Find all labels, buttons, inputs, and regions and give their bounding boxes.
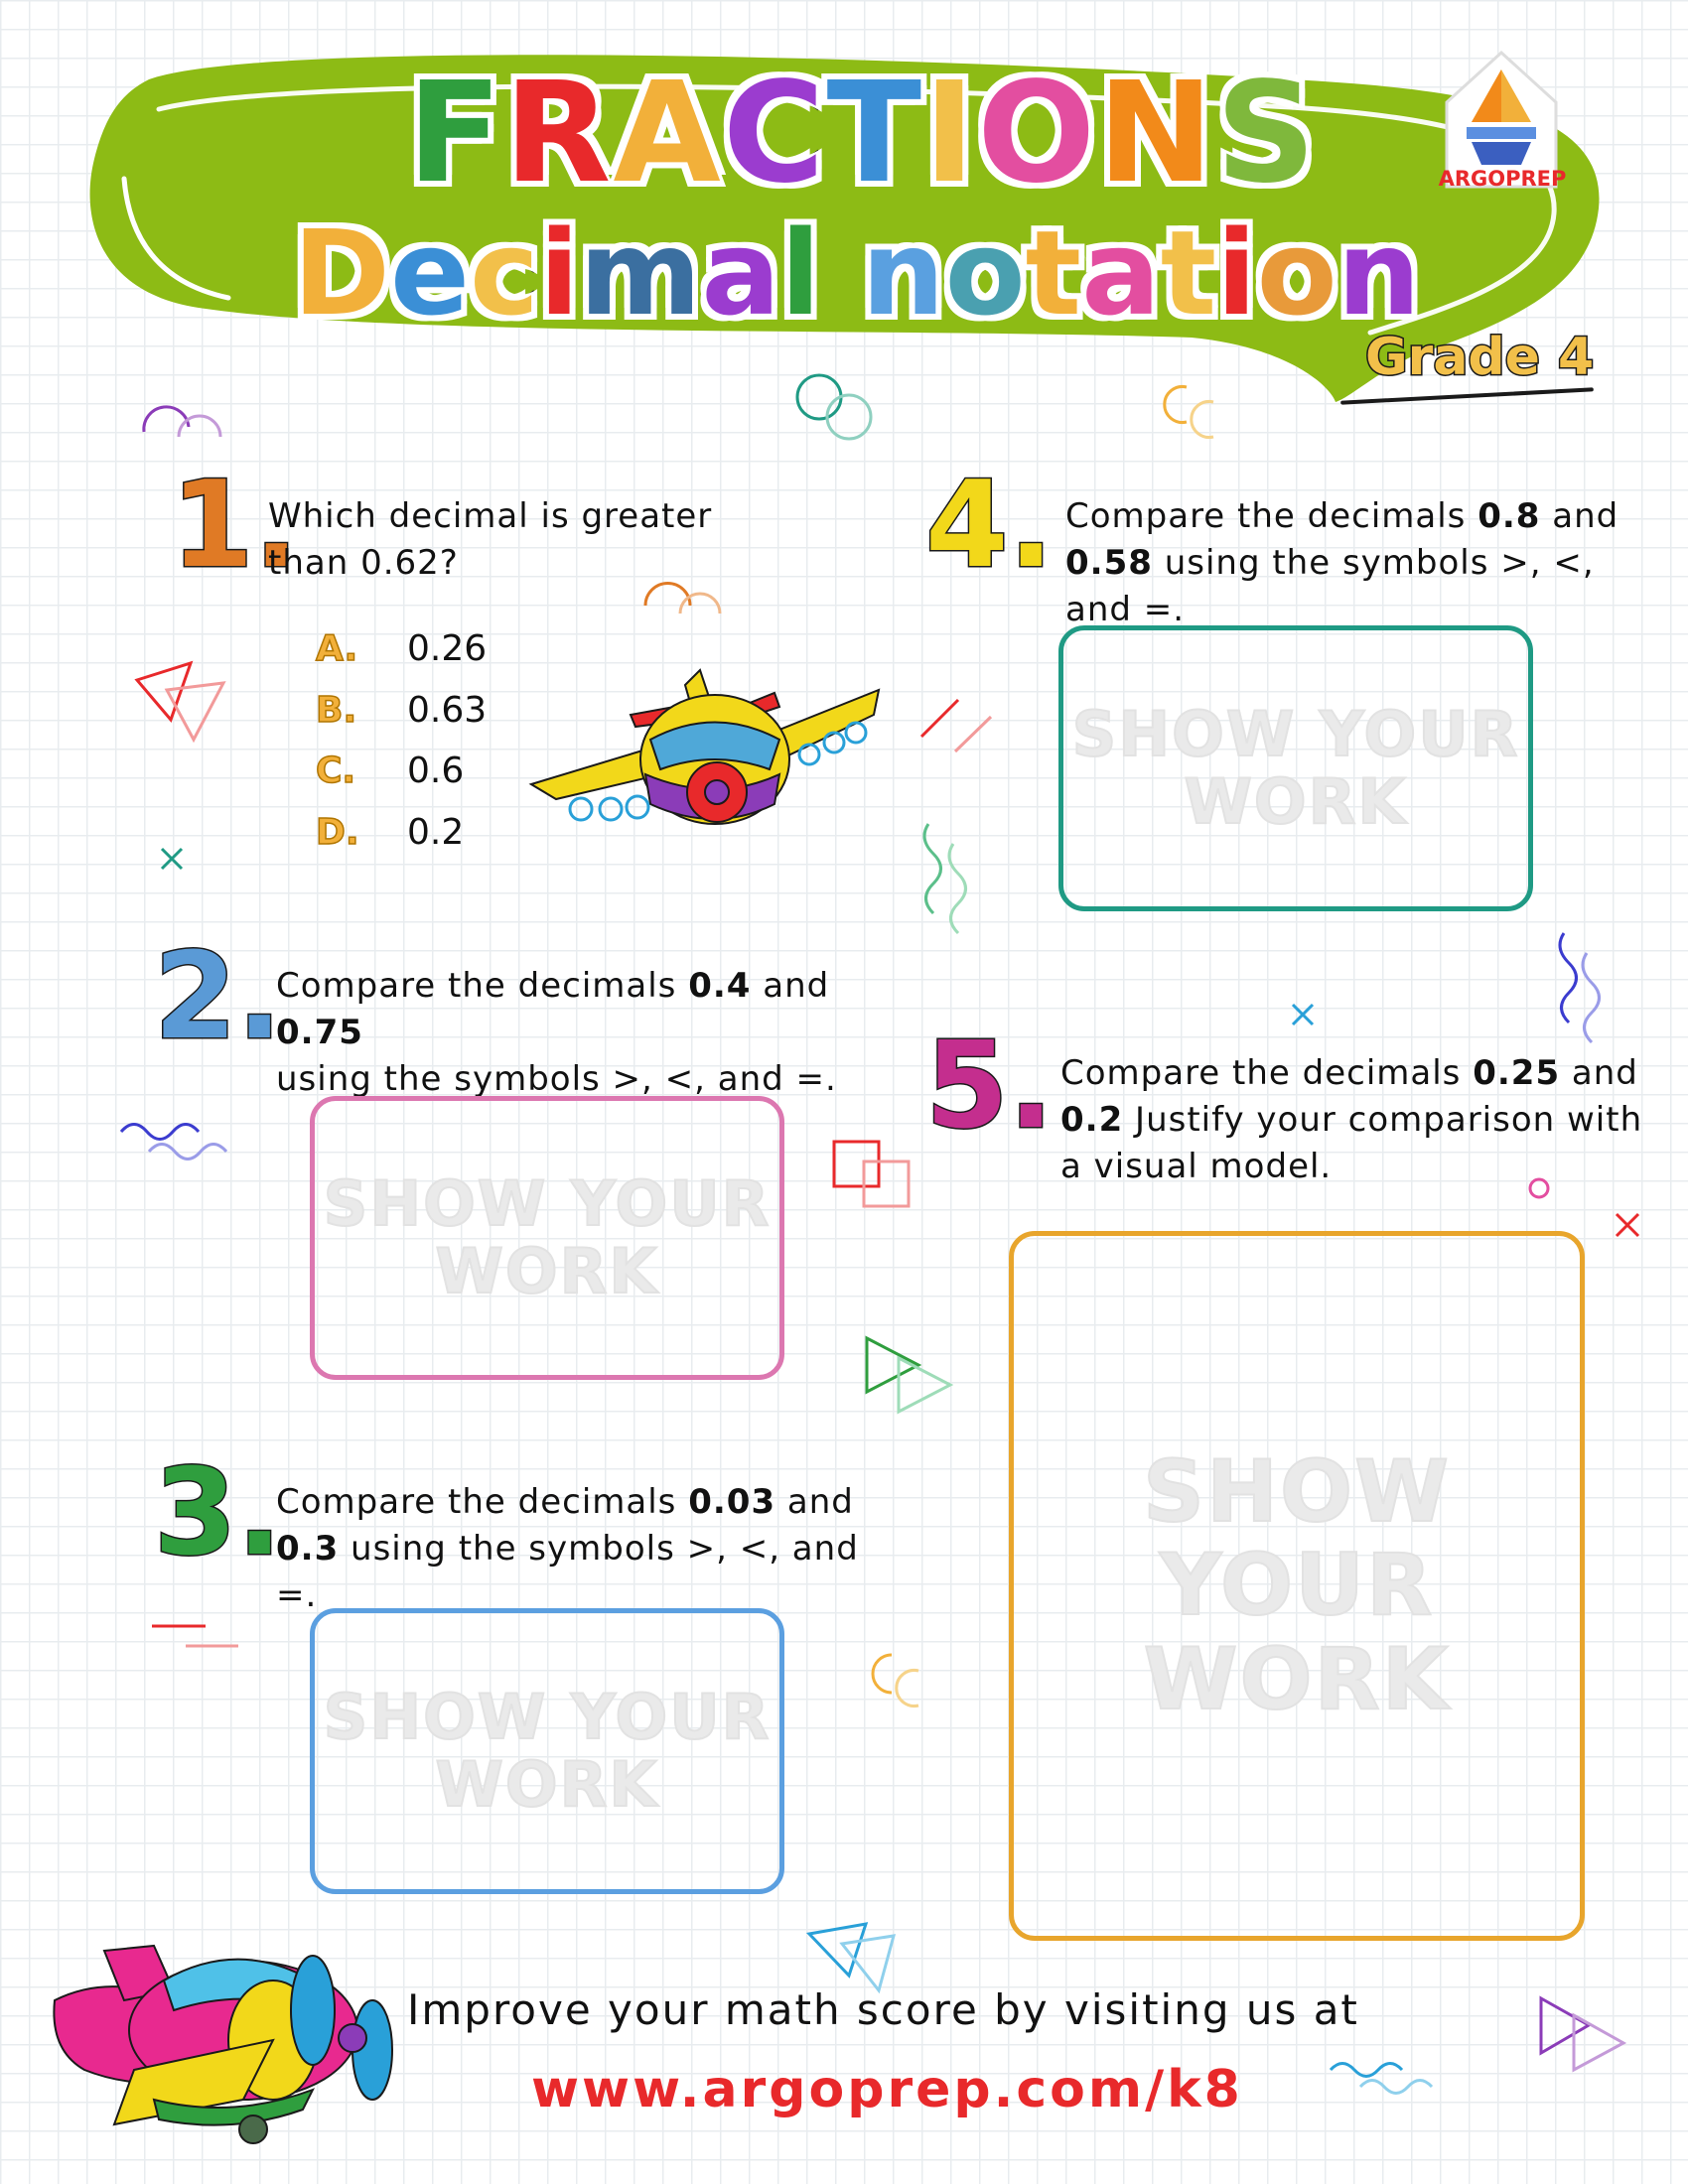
q5-number: 5. xyxy=(925,1018,1055,1156)
title-letter: A xyxy=(613,53,723,214)
q1-option-b-value[interactable]: 0.63 xyxy=(407,690,488,731)
footer-message: Improve your math score by visiting us at xyxy=(407,1985,1359,2034)
q1-option-c-value[interactable]: 0.6 xyxy=(407,751,465,791)
work-label-line2: WORK xyxy=(1184,765,1408,838)
q3-value-b: 0.3 xyxy=(276,1529,340,1569)
title-letter: l xyxy=(780,205,821,341)
q5-value-a: 0.25 xyxy=(1473,1053,1561,1093)
q1-number: 1. xyxy=(171,457,300,595)
q2-work-box[interactable] xyxy=(310,1096,784,1380)
grade-label: Grade 4 xyxy=(1365,328,1595,387)
q4-text-part: and xyxy=(1540,496,1619,536)
work-label-line2: WORK xyxy=(435,1748,659,1821)
work-label-line1: SHOW YOUR xyxy=(1071,697,1520,770)
q4-text-part: using the symbols >, <, and =. xyxy=(1065,543,1595,629)
work-label-line2: WORK xyxy=(1143,1629,1451,1729)
q5-text-part: Compare the decimals xyxy=(1060,1053,1474,1093)
title-letter: a xyxy=(701,205,780,341)
title-letter: D xyxy=(293,205,390,341)
q3-number: 3. xyxy=(154,1444,283,1582)
q3-text xyxy=(276,1479,892,1619)
footer-url-link[interactable]: www.argoprep.com/k8 xyxy=(531,2060,1243,2119)
airplane-illustration xyxy=(526,665,884,834)
title-letter: c xyxy=(469,205,539,341)
q5-work-label xyxy=(1014,1441,1580,1729)
q3-text-part: and xyxy=(775,1482,854,1522)
q5-text-part: and xyxy=(1560,1053,1638,1093)
q3-text-part: using the symbols >, <, and =. xyxy=(276,1529,859,1615)
q2-value-b: 0.75 xyxy=(276,1013,363,1052)
title-letter: I xyxy=(923,53,978,214)
q2-text xyxy=(276,963,892,1103)
q5-text xyxy=(1060,1050,1656,1190)
q2-text-part: and xyxy=(751,966,830,1006)
title-letter: n xyxy=(861,205,945,341)
work-label-line1: SHOW YOUR xyxy=(323,1680,772,1753)
title-letter: a xyxy=(1081,205,1161,341)
q3-work-label xyxy=(323,1680,772,1821)
q2-text-part: Compare the decimals xyxy=(276,966,689,1006)
q2-value-a: 0.4 xyxy=(688,966,752,1006)
title-letter: m xyxy=(579,205,702,341)
q4-value-b: 0.58 xyxy=(1065,543,1153,583)
q5-text-line3: a visual model. xyxy=(1060,1147,1333,1186)
title-letter: t xyxy=(1025,205,1082,341)
q1-text: Which decimal is greater than 0.62? xyxy=(268,496,713,583)
title-letter: i xyxy=(538,205,580,341)
q5-work-box[interactable] xyxy=(1009,1231,1585,1941)
q4-work-label xyxy=(1071,697,1520,838)
q1-option-d-letter: D. xyxy=(316,812,359,853)
work-label-line1: SHOW YOUR xyxy=(323,1166,772,1240)
title-letter: T xyxy=(826,53,924,214)
q4-number: 4. xyxy=(925,457,1055,595)
title-letter: o xyxy=(1256,205,1337,341)
title-letter: F xyxy=(407,53,504,214)
q4-text-part: Compare the decimals xyxy=(1065,496,1478,536)
title-letter: i xyxy=(1216,205,1257,341)
q4-text xyxy=(1065,493,1661,633)
title-letter: N xyxy=(1097,53,1216,214)
title-letter: C xyxy=(722,53,827,214)
q5-value-b: 0.2 xyxy=(1060,1100,1124,1140)
title-letter: n xyxy=(1336,205,1421,341)
q1-option-c-letter: C. xyxy=(316,751,356,791)
title-letter: o xyxy=(944,205,1026,341)
q1-option-b-letter: B. xyxy=(316,690,357,731)
q3-work-box[interactable] xyxy=(310,1608,784,1894)
q2-number: 2. xyxy=(154,928,283,1066)
q1-option-a-value[interactable]: 0.26 xyxy=(407,628,488,669)
q4-work-box[interactable] xyxy=(1058,625,1533,911)
q3-value-a: 0.03 xyxy=(688,1482,776,1522)
q5-text-part: Justify your comparison with xyxy=(1123,1100,1643,1140)
q2-text-line2: using the symbols >, <, and =. xyxy=(276,1059,837,1099)
work-label-line2: WORK xyxy=(435,1235,659,1307)
title-letter: R xyxy=(503,53,614,214)
q4-value-a: 0.8 xyxy=(1477,496,1541,536)
q3-text-part: Compare the decimals xyxy=(276,1482,689,1522)
title-letter: S xyxy=(1215,53,1319,214)
bottom-airplane-illustration xyxy=(45,1921,402,2159)
title-letter: t xyxy=(1160,205,1217,341)
title-letter: O xyxy=(977,53,1098,214)
q1-option-d-value[interactable]: 0.2 xyxy=(407,812,465,853)
q2-work-label xyxy=(323,1166,772,1307)
title-letter: e xyxy=(389,205,470,341)
logo-text: ARGOPREP xyxy=(1438,167,1567,191)
work-label-line1: SHOW YOUR xyxy=(1143,1441,1451,1636)
q1-option-a-letter: A. xyxy=(316,628,358,669)
